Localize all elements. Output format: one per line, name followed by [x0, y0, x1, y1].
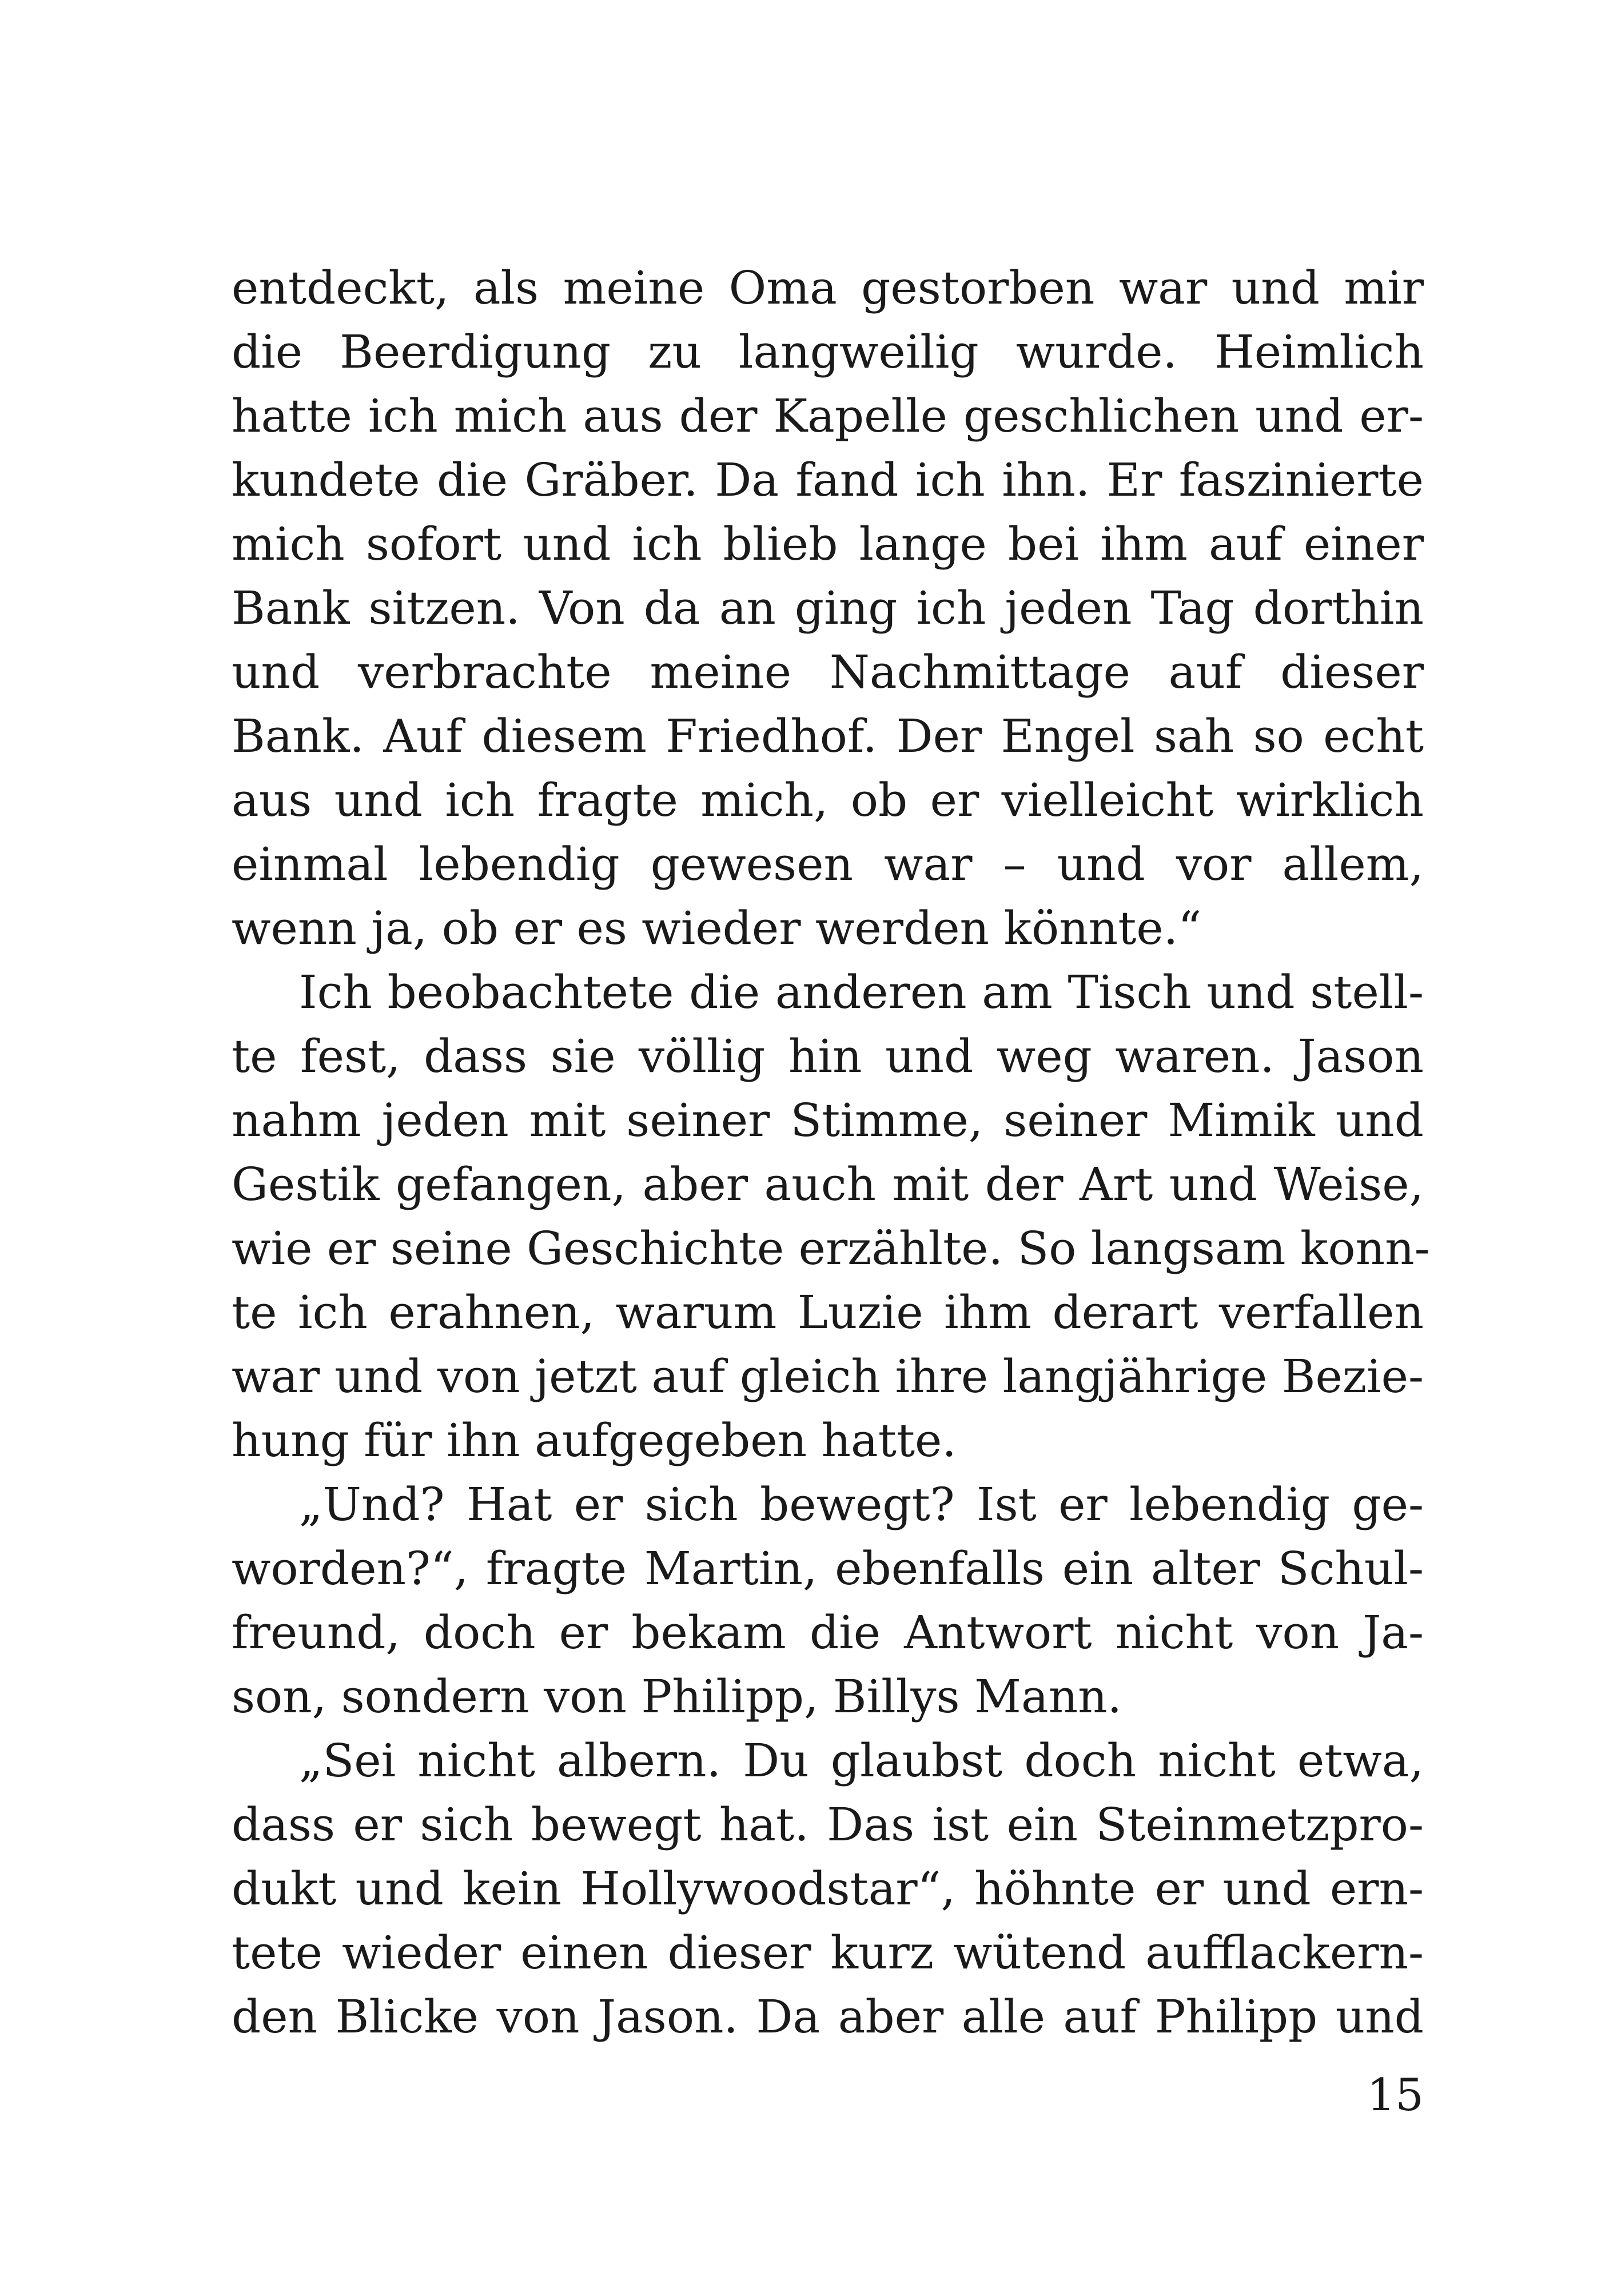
- text-line: wenn ja, ob er es wieder werden könnte.“: [232, 902, 1202, 955]
- text-line: dass er sich bewegt hat. Das ist ein Steinmetzpro-: [232, 1798, 1424, 1851]
- text-line: tete wieder einen dieser kurz wütend aufflackern-: [232, 1926, 1424, 1979]
- text-line: son, sondern von Philipp, Billys Mann.: [232, 1670, 1122, 1723]
- text-line: und verbrachte meine Nachmittage auf dieser: [232, 645, 1424, 699]
- text-line: „Sei nicht albern. Du glaubst doch nicht etwa,: [299, 1734, 1424, 1787]
- text-line: die Beerdigung zu langweilig wurde. Heimlich: [232, 325, 1424, 378]
- text-line: Ich beobachtete die anderen am Tisch und stell-: [299, 966, 1424, 1019]
- text-line: Bank. Auf diesem Friedhof. Der Engel sah so echt: [232, 709, 1424, 763]
- text-line: te fest, dass sie völlig hin und weg waren. Jason: [232, 1030, 1424, 1083]
- text-line: war und von jetzt auf gleich ihre langjährige Bezie-: [232, 1350, 1424, 1403]
- text-line: te ich erahnen, warum Luzie ihm derart verfallen: [232, 1286, 1424, 1339]
- text-line: dukt und kein Hollywoodstar“, höhnte er und ern-: [232, 1862, 1424, 1915]
- text-line: den Blicke von Jason. Da aber alle auf Philipp und: [232, 1990, 1424, 2043]
- text-line: wie er seine Geschichte erzählte. So langsam konn-: [232, 1222, 1430, 1275]
- text-line: kundete die Gräber. Da fand ich ihn. Er faszinierte: [232, 453, 1424, 507]
- text-line: Gestik gefangen, aber auch mit der Art und Weise,: [232, 1158, 1424, 1211]
- text-line: worden?“, fragte Martin, ebenfalls ein alter Schul-: [232, 1542, 1424, 1595]
- text-line: Bank sitzen. Von da an ging ich jeden Tag dorthin: [232, 581, 1424, 635]
- text-line: hung für ihn aufgegeben hatte.: [232, 1414, 957, 1467]
- text-line: hatte ich mich aus der Kapelle geschlichen und er-: [232, 389, 1424, 443]
- page-number: 15: [1367, 2070, 1424, 2121]
- text-line: mich sofort und ich blieb lange bei ihm auf einer: [232, 517, 1424, 571]
- text-line: freund, doch er bekam die Antwort nicht von Ja-: [232, 1606, 1424, 1659]
- text-line: „Und? Hat er sich bewegt? Ist er lebendig ge-: [299, 1478, 1424, 1531]
- text-line: entdeckt, als meine Oma gestorben war und mir: [232, 261, 1424, 314]
- text-line: einmal lebendig gewesen war – und vor allem,: [232, 838, 1424, 891]
- text-line: aus und ich fragte mich, ob er vielleicht wirklich: [232, 774, 1424, 827]
- text-line: nahm jeden mit seiner Stimme, seiner Mimik und: [232, 1094, 1424, 1147]
